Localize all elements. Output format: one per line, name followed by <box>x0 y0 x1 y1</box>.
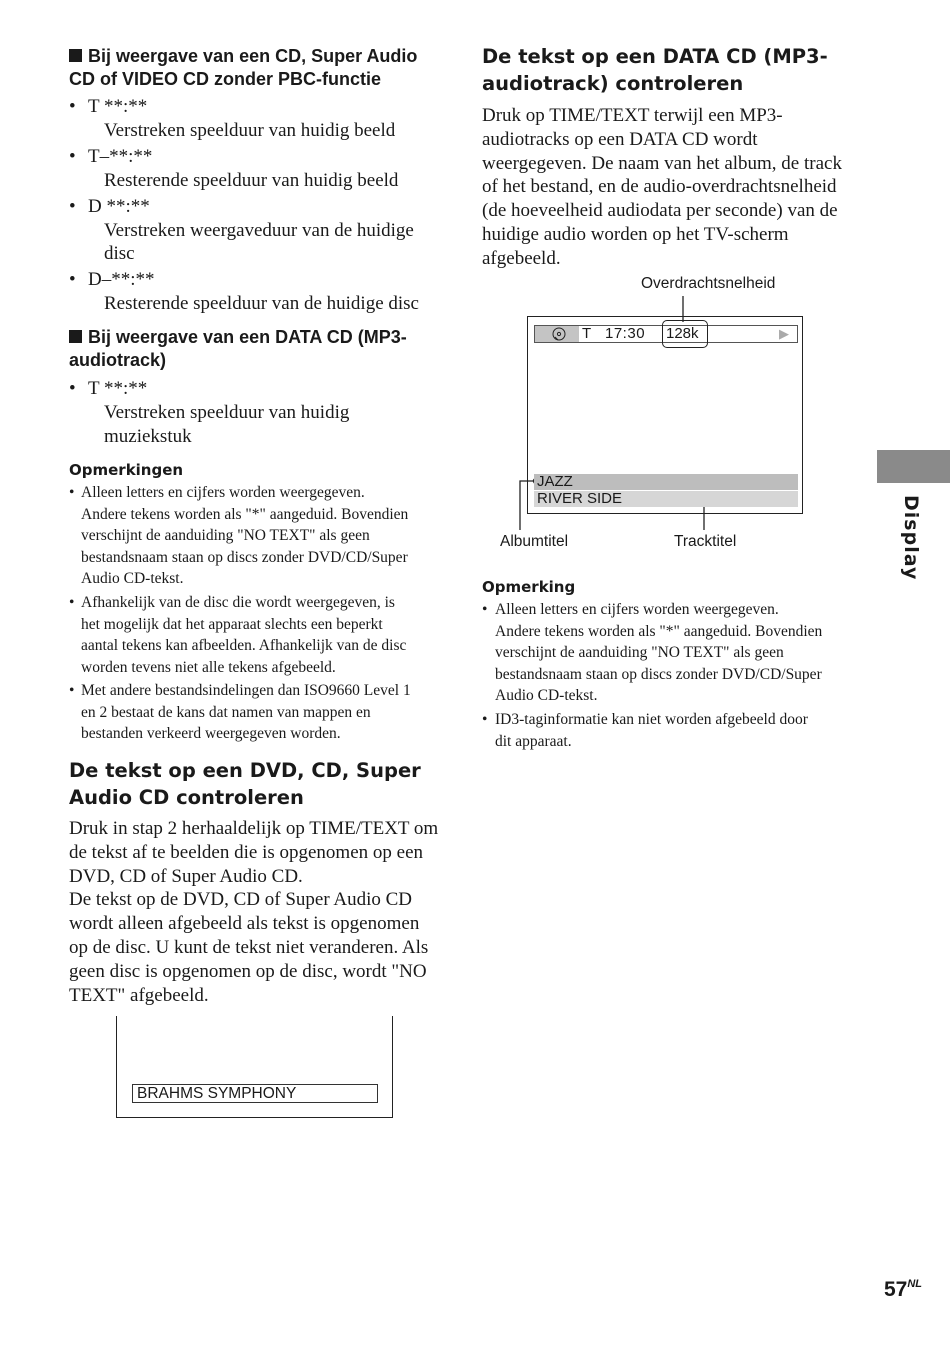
label-album-title: Albumtitel <box>500 533 569 550</box>
time-desc: muziekstuk <box>104 426 192 447</box>
body-paragraph: Druk in stap 2 herhaaldelijk op TIME/TEXT om de tekst af te beelden die is opgenomen op een DVD, CD of Super Audio CD. De tekst op de DVD, CD of Super Audio CD wordt alleen afgebeeld als tekst is opgenomen op de disc. U kunt de tekst niet veranderen. Als geen disc is opgenomen op de disc, wordt "NO TEXT" afgebeeld. <box>69 818 439 1006</box>
section-tab-marker <box>877 450 950 483</box>
note-heading: Opmerking <box>482 578 576 596</box>
bullet: • <box>69 682 75 699</box>
disc-area <box>535 326 579 342</box>
track-bar <box>534 491 798 507</box>
time-desc: disc <box>104 243 135 264</box>
note-item: Alleen letters en cijfers worden weergegeven. Andere tekens worden als "*" aangeduid. Bovendien verschijnt de aanduiding "NO TEXT" als geen bestandsnaam staan op discs zonder DVD/CD/Super Audio CD-tekst. <box>81 484 409 587</box>
time-code: T **:** <box>88 378 148 399</box>
time-desc: Verstreken speelduur van huidig <box>104 402 350 423</box>
disc-icon <box>551 327 567 341</box>
bullet: • <box>482 601 488 618</box>
time-code: D **:** <box>88 196 150 217</box>
time-desc: Resterende speelduur van de huidige disc <box>104 293 419 314</box>
tv-screen <box>527 316 803 514</box>
tv-screen-illustration <box>116 1016 393 1118</box>
play-icon: ▶ <box>779 326 789 341</box>
bullet: • <box>69 594 75 611</box>
square-bullet-icon <box>69 330 82 343</box>
section-heading-cd: Bij weergave van een CD, Super Audio CD of VIDEO CD zonder PBC-functie <box>69 46 418 89</box>
bullet: • <box>69 96 76 117</box>
bitrate-highlight <box>662 320 708 348</box>
status-mode: T <box>582 325 592 342</box>
bullet: • <box>69 269 76 290</box>
status-bitrate: 128k <box>666 325 699 342</box>
bullet: • <box>69 484 75 501</box>
page-number: $57^{NL}$ <box>884 1278 923 1301</box>
page-lang: NL <box>907 1278 923 1290</box>
time-desc: Resterende speelduur van huidig beeld <box>104 170 399 191</box>
label-track-title: Tracktitel <box>674 533 737 550</box>
album-name: JAZZ <box>537 473 573 490</box>
note-item: Met andere bestandsindelingen dan ISO9660 Level 1 en 2 bestaat de kans dat namen van mappen en bestanden verkeerd weergegeven worden. <box>81 682 411 742</box>
status-time: 17:30 <box>605 325 646 342</box>
track-name: RIVER SIDE <box>537 490 623 507</box>
time-code: T–**:** <box>88 146 153 167</box>
time-code: T **:** <box>88 96 148 117</box>
note-item: ID3-taginformatie kan niet worden afgebeeld door dit apparaat. <box>495 711 808 750</box>
label-transfer-rate: Overdrachtsnelheid <box>641 275 776 292</box>
note-item: Afhankelijk van de disc die wordt weergegeven, is het mogelijk dat het apparaat slechts een beperkt aantal tekens kan afbeelden. Afhankelijk van de disc worden tevens niet alle tekens afgebeeld. <box>81 594 407 676</box>
screen-text-box <box>132 1084 378 1103</box>
notes-heading: Opmerkingen <box>69 461 184 479</box>
bullet: • <box>482 711 488 728</box>
body-paragraph: Druk op TIME/TEXT terwijl een MP3- audiotracks op een DATA CD wordt weergegeven. De naam van het album, de track of het bestand, en de audio-overdrachtsnelheid (de hoeveelheid audiodata per seconde) van de huidige audio worden op het TV-scherm afgebeeld. <box>482 105 842 269</box>
time-desc: Verstreken weergaveduur van de huidige <box>104 220 414 241</box>
note-item: Alleen letters en cijfers worden weergegeven. Andere tekens worden als "*" aangeduid. Bovendien verschijnt de aanduiding "NO TEXT" als geen bestandsnaam staan op discs zonder DVD/CD/Super Audio CD-tekst. <box>495 601 823 704</box>
section-heading-data-cd: Bij weergave van een DATA CD (MP3- audiotrack) <box>69 327 407 370</box>
heading-dvd-text: De tekst op een DVD, CD, Super Audio CD controleren <box>69 759 421 809</box>
status-bar <box>534 325 798 343</box>
screen-text: BRAHMS SYMPHONY <box>137 1085 297 1102</box>
square-bullet-icon <box>69 49 82 62</box>
section-tab-label: Display <box>900 495 922 581</box>
heading-data-cd-text: De tekst op een DATA CD (MP3- audiotrack) controleren <box>482 45 828 95</box>
bullet: • <box>69 146 76 167</box>
bullet: • <box>69 196 76 217</box>
album-bar <box>534 474 798 490</box>
time-code: D–**:** <box>88 269 155 290</box>
bullet: • <box>69 378 76 399</box>
time-desc: Verstreken speelduur van huidig beeld <box>104 120 396 141</box>
